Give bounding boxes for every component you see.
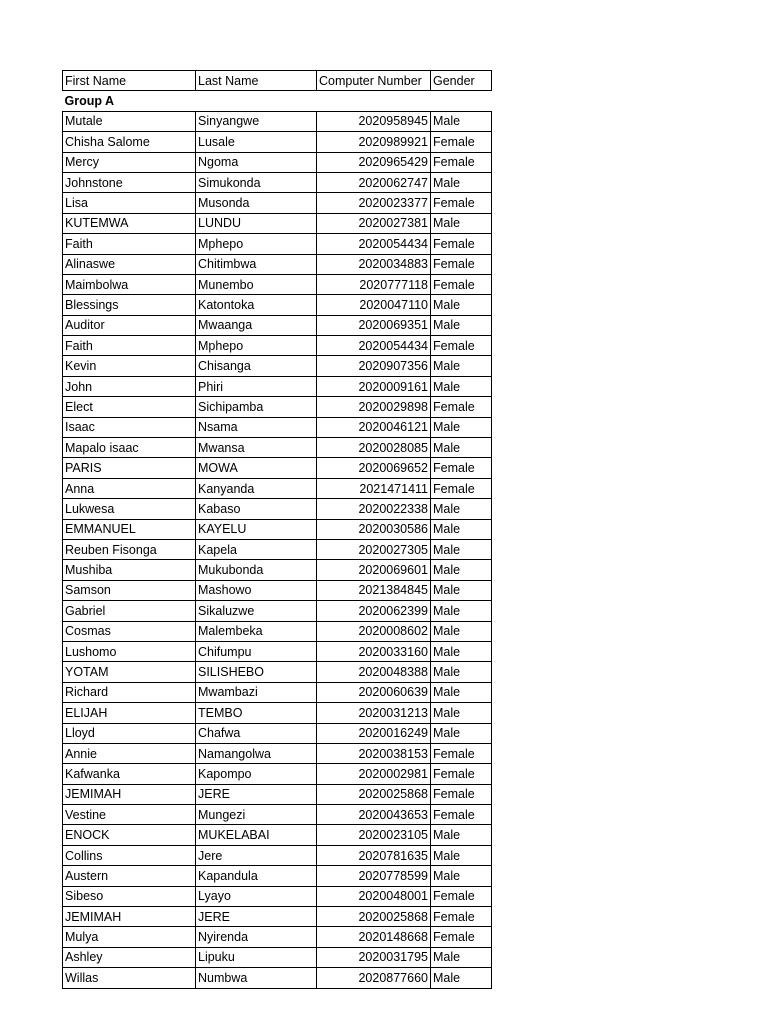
last-name-cell: Chitimbwa — [196, 254, 317, 274]
table-row — [63, 132, 492, 152]
table-row — [63, 458, 492, 478]
computer-number-cell: 2020877660 — [317, 968, 431, 988]
gender-cell: Male — [431, 866, 492, 886]
gender-cell: Male — [431, 580, 492, 600]
gender-cell: Female — [431, 886, 492, 906]
gender-header: Gender — [431, 71, 492, 91]
last-name-cell: Kapandula — [196, 866, 317, 886]
first-name-cell: Vestine — [63, 805, 196, 825]
first-name-cell: Johnstone — [63, 172, 196, 192]
last-name-cell: Mungezi — [196, 805, 317, 825]
table-row — [63, 743, 492, 763]
last-name-cell: TEMBO — [196, 703, 317, 723]
gender-cell: Male — [431, 213, 492, 233]
computer-number-cell: 2020008602 — [317, 621, 431, 641]
table-row — [63, 315, 492, 335]
gender-cell: Female — [431, 805, 492, 825]
gender-cell: Male — [431, 947, 492, 967]
computer-number-cell: 2020778599 — [317, 866, 431, 886]
gender-cell: Male — [431, 539, 492, 559]
table-row — [63, 417, 492, 437]
first-name-cell: Lukwesa — [63, 499, 196, 519]
gender-cell: Female — [431, 743, 492, 763]
table-row — [63, 641, 492, 661]
computer-number-cell: 2020016249 — [317, 723, 431, 743]
computer-number-cell: 2020033160 — [317, 641, 431, 661]
first-name-cell: Gabriel — [63, 601, 196, 621]
last-name-cell: Mphepo — [196, 336, 317, 356]
gender-cell: Male — [431, 560, 492, 580]
computer-number-cell: 2020060639 — [317, 682, 431, 702]
computer-number-header: Computer Number — [317, 71, 431, 91]
table-row — [63, 111, 492, 131]
computer-number-cell: 2020989921 — [317, 132, 431, 152]
last-name-cell: Musonda — [196, 193, 317, 213]
header-row — [63, 71, 492, 91]
table-row — [63, 478, 492, 498]
last-name-cell: Sikaluzwe — [196, 601, 317, 621]
computer-number-cell: 2020048388 — [317, 662, 431, 682]
table-row — [63, 336, 492, 356]
table-row — [63, 927, 492, 947]
first-name-cell: Maimbolwa — [63, 274, 196, 294]
last-name-cell: Mukubonda — [196, 560, 317, 580]
gender-cell: Male — [431, 662, 492, 682]
first-name-cell: JEMIMAH — [63, 784, 196, 804]
group-row — [63, 91, 492, 111]
table-row — [63, 601, 492, 621]
gender-cell: Female — [431, 193, 492, 213]
first-name-header: First Name — [63, 71, 196, 91]
table-row — [63, 682, 492, 702]
computer-number-cell: 2020907356 — [317, 356, 431, 376]
last-name-cell: Lipuku — [196, 947, 317, 967]
table-row — [63, 825, 492, 845]
table-row — [63, 152, 492, 172]
gender-cell: Male — [431, 111, 492, 131]
last-name-cell: SILISHEBO — [196, 662, 317, 682]
gender-cell: Female — [431, 274, 492, 294]
gender-cell: Male — [431, 621, 492, 641]
first-name-cell: Mushiba — [63, 560, 196, 580]
computer-number-cell: 2020002981 — [317, 764, 431, 784]
gender-cell: Female — [431, 254, 492, 274]
last-name-cell: Namangolwa — [196, 743, 317, 763]
first-name-cell: Elect — [63, 397, 196, 417]
last-name-cell: Kapompo — [196, 764, 317, 784]
table-row — [63, 376, 492, 396]
first-name-cell: Faith — [63, 336, 196, 356]
first-name-cell: Mulya — [63, 927, 196, 947]
first-name-cell: Blessings — [63, 295, 196, 315]
table-row — [63, 274, 492, 294]
gender-cell: Female — [431, 397, 492, 417]
first-name-cell: Auditor — [63, 315, 196, 335]
last-name-cell: Munembo — [196, 274, 317, 294]
gender-cell: Male — [431, 703, 492, 723]
computer-number-cell: 2020148668 — [317, 927, 431, 947]
last-name-cell: Simukonda — [196, 172, 317, 192]
computer-number-cell: 2020030586 — [317, 519, 431, 539]
first-name-cell: Sibeso — [63, 886, 196, 906]
table-row — [63, 662, 492, 682]
gender-cell: Male — [431, 315, 492, 335]
first-name-cell: Chisha Salome — [63, 132, 196, 152]
first-name-cell: Collins — [63, 845, 196, 865]
gender-cell: Male — [431, 601, 492, 621]
last-name-cell: Nsama — [196, 417, 317, 437]
gender-cell: Female — [431, 784, 492, 804]
first-name-cell: Samson — [63, 580, 196, 600]
student-table-body — [63, 71, 492, 989]
computer-number-cell: 2020062747 — [317, 172, 431, 192]
last-name-cell: LUNDU — [196, 213, 317, 233]
table-row — [63, 213, 492, 233]
gender-cell: Male — [431, 641, 492, 661]
computer-number-cell: 2020048001 — [317, 886, 431, 906]
first-name-cell: Kafwanka — [63, 764, 196, 784]
table-row — [63, 947, 492, 967]
computer-number-cell: 2020047110 — [317, 295, 431, 315]
table-row — [63, 784, 492, 804]
last-name-cell: MOWA — [196, 458, 317, 478]
computer-number-cell: 2021471411 — [317, 478, 431, 498]
computer-number-cell: 2020023105 — [317, 825, 431, 845]
computer-number-cell: 2020027381 — [317, 213, 431, 233]
first-name-cell: Lisa — [63, 193, 196, 213]
gender-cell: Male — [431, 723, 492, 743]
gender-cell: Female — [431, 478, 492, 498]
student-table — [62, 70, 492, 989]
first-name-cell: Lushomo — [63, 641, 196, 661]
table-row — [63, 621, 492, 641]
gender-cell: Female — [431, 907, 492, 927]
computer-number-cell: 2020023377 — [317, 193, 431, 213]
computer-number-cell: 2020965429 — [317, 152, 431, 172]
last-name-cell: Jere — [196, 845, 317, 865]
computer-number-cell: 2020043653 — [317, 805, 431, 825]
computer-number-cell: 2020031213 — [317, 703, 431, 723]
gender-cell: Male — [431, 356, 492, 376]
gender-cell: Male — [431, 417, 492, 437]
gender-cell: Female — [431, 764, 492, 784]
first-name-cell: Austern — [63, 866, 196, 886]
last-name-cell: JERE — [196, 784, 317, 804]
computer-number-cell: 2020031795 — [317, 947, 431, 967]
table-row — [63, 397, 492, 417]
first-name-cell: YOTAM — [63, 662, 196, 682]
table-row — [63, 254, 492, 274]
last-name-cell: Sinyangwe — [196, 111, 317, 131]
computer-number-cell: 2020069351 — [317, 315, 431, 335]
table-row — [63, 723, 492, 743]
first-name-cell: Kevin — [63, 356, 196, 376]
first-name-cell: Anna — [63, 478, 196, 498]
gender-cell: Male — [431, 682, 492, 702]
gender-cell: Male — [431, 295, 492, 315]
gender-cell: Male — [431, 438, 492, 458]
last-name-cell: Sichipamba — [196, 397, 317, 417]
gender-cell: Male — [431, 519, 492, 539]
last-name-cell: Chafwa — [196, 723, 317, 743]
table-row — [63, 539, 492, 559]
gender-cell: Male — [431, 499, 492, 519]
first-name-cell: KUTEMWA — [63, 213, 196, 233]
computer-number-cell: 2020046121 — [317, 417, 431, 437]
first-name-cell: Ashley — [63, 947, 196, 967]
table-row — [63, 438, 492, 458]
table-row — [63, 805, 492, 825]
first-name-cell: Mapalo isaac — [63, 438, 196, 458]
first-name-cell: ENOCK — [63, 825, 196, 845]
last-name-cell: Chifumpu — [196, 641, 317, 661]
first-name-cell: Mercy — [63, 152, 196, 172]
first-name-cell: Richard — [63, 682, 196, 702]
gender-cell: Male — [431, 825, 492, 845]
gender-cell: Female — [431, 132, 492, 152]
computer-number-cell: 2020034883 — [317, 254, 431, 274]
table-row — [63, 356, 492, 376]
first-name-cell: EMMANUEL — [63, 519, 196, 539]
last-name-cell: JERE — [196, 907, 317, 927]
table-row — [63, 499, 492, 519]
computer-number-cell: 2020781635 — [317, 845, 431, 865]
first-name-cell: JEMIMAH — [63, 907, 196, 927]
computer-number-cell: 2020025868 — [317, 907, 431, 927]
last-name-cell: Kabaso — [196, 499, 317, 519]
gender-cell: Male — [431, 968, 492, 988]
computer-number-cell: 2020029898 — [317, 397, 431, 417]
first-name-cell: John — [63, 376, 196, 396]
computer-number-cell: 2020777118 — [317, 274, 431, 294]
last-name-cell: Lusale — [196, 132, 317, 152]
first-name-cell: Cosmas — [63, 621, 196, 641]
last-name-cell: Mwaanga — [196, 315, 317, 335]
first-name-cell: Mutale — [63, 111, 196, 131]
computer-number-cell: 2020069601 — [317, 560, 431, 580]
first-name-cell: Willas — [63, 968, 196, 988]
last-name-cell: Mwansa — [196, 438, 317, 458]
table-row — [63, 560, 492, 580]
table-row — [63, 866, 492, 886]
computer-number-cell: 2020027305 — [317, 539, 431, 559]
computer-number-cell: 2020028085 — [317, 438, 431, 458]
last-name-cell: Mphepo — [196, 234, 317, 254]
table-row — [63, 764, 492, 784]
last-name-cell: Chisanga — [196, 356, 317, 376]
first-name-cell: ELIJAH — [63, 703, 196, 723]
last-name-cell: Kapela — [196, 539, 317, 559]
last-name-header: Last Name — [196, 71, 317, 91]
table-row — [63, 886, 492, 906]
last-name-cell: Malembeka — [196, 621, 317, 641]
table-row — [63, 519, 492, 539]
last-name-cell: Kanyanda — [196, 478, 317, 498]
first-name-cell: Alinaswe — [63, 254, 196, 274]
gender-cell: Male — [431, 376, 492, 396]
computer-number-cell: 2020062399 — [317, 601, 431, 621]
gender-cell: Male — [431, 845, 492, 865]
first-name-cell: Annie — [63, 743, 196, 763]
computer-number-cell: 2020038153 — [317, 743, 431, 763]
first-name-cell: Isaac — [63, 417, 196, 437]
table-row — [63, 234, 492, 254]
table-row — [63, 703, 492, 723]
last-name-cell: Katontoka — [196, 295, 317, 315]
first-name-cell: Lloyd — [63, 723, 196, 743]
gender-cell: Female — [431, 152, 492, 172]
table-row — [63, 968, 492, 988]
computer-number-cell: 2020025868 — [317, 784, 431, 804]
table-row — [63, 295, 492, 315]
last-name-cell: Mwambazi — [196, 682, 317, 702]
gender-cell: Female — [431, 336, 492, 356]
last-name-cell: MUKELABAI — [196, 825, 317, 845]
last-name-cell: Nyirenda — [196, 927, 317, 947]
computer-number-cell: 2020069652 — [317, 458, 431, 478]
table-row — [63, 172, 492, 192]
computer-number-cell: 2020054434 — [317, 336, 431, 356]
first-name-cell: Faith — [63, 234, 196, 254]
first-name-cell: Reuben Fisonga — [63, 539, 196, 559]
table-row — [63, 907, 492, 927]
gender-cell: Female — [431, 234, 492, 254]
last-name-cell: Mashowo — [196, 580, 317, 600]
gender-cell: Male — [431, 172, 492, 192]
table-row — [63, 580, 492, 600]
computer-number-cell: 2021384845 — [317, 580, 431, 600]
last-name-cell: Ngoma — [196, 152, 317, 172]
gender-cell: Female — [431, 927, 492, 947]
computer-number-cell: 2020054434 — [317, 234, 431, 254]
computer-number-cell: 2020958945 — [317, 111, 431, 131]
computer-number-cell: 2020009161 — [317, 376, 431, 396]
table-row — [63, 845, 492, 865]
first-name-cell: PARIS — [63, 458, 196, 478]
last-name-cell: Phiri — [196, 376, 317, 396]
last-name-cell: KAYELU — [196, 519, 317, 539]
computer-number-cell: 2020022338 — [317, 499, 431, 519]
last-name-cell: Numbwa — [196, 968, 317, 988]
gender-cell: Female — [431, 458, 492, 478]
group-label: Group A — [64, 94, 115, 109]
last-name-cell: Lyayo — [196, 886, 317, 906]
table-row — [63, 193, 492, 213]
